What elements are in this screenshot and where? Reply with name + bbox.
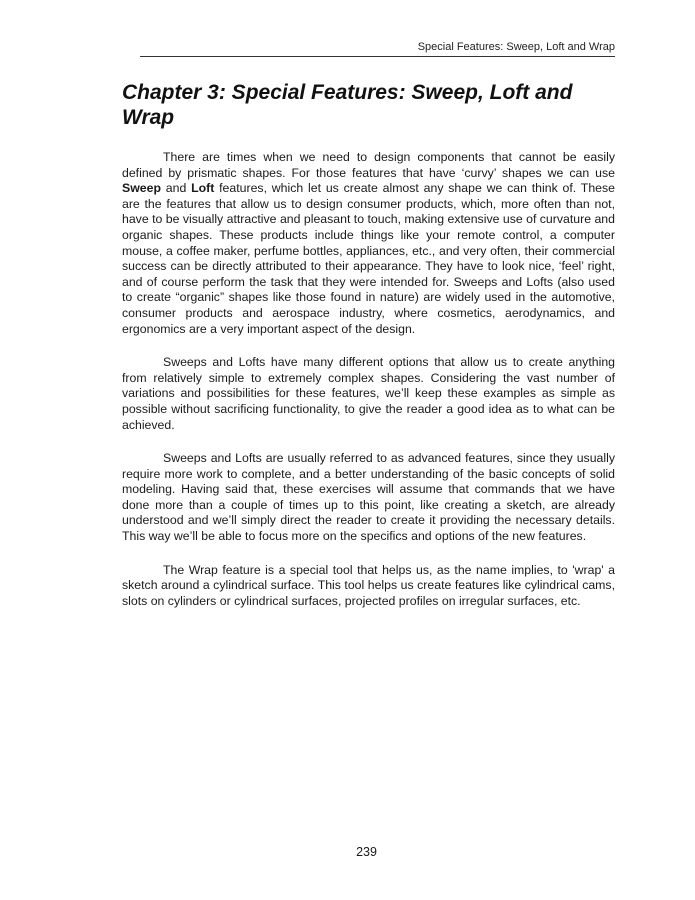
body-text [122, 150, 615, 627]
page-number: 239 [356, 845, 377, 859]
paragraph-2: Sweeps and Lofts have many different options that allow us to create anything from relatively simple to extremely complex shapes. Considering the vast number of variations and possibilities for these features, we’ll keep these examples as simple as possible without sacrificing functionality, to give the reader a good idea as to what can be achieved. [122, 355, 615, 432]
sweep-term: Sweep [122, 181, 161, 196]
paragraph-4: The Wrap feature is a special tool that helps us, as the name implies, to 'wrap' a sketch around a cylindrical surface. This tool helps us create features like cylindrical cams, slots on cylinders or cylindrical surfaces, projected profiles on irregular surfaces, etc. [122, 562, 615, 608]
loft-term: Loft [191, 181, 215, 196]
paragraph-1-part-1: There are times when we need to design components that cannot be easily defined by prismatic shapes. For those features that have ‘curvy’ shapes we can use [122, 150, 615, 180]
running-header: Special Features: Sweep, Loft and Wrap [417, 41, 615, 53]
paragraph-1-part-3: features, which let us create almost any shape we can think of. These are the features that allow us to design consumer products, which, more often than not, have to be visually attractive and pleasant to touch, making extensive use of curvature and organic shapes. These products include things like your remote control, a computer mouse, a coffee maker, perfume bottles, appliances, etc., and very often, their commercial success can be directly attributed to their appearance. They have to look nice, ‘feel’ right, and of course perform the task that they were intended for. Sweeps and Lofts (also used to create “organic” shapes like those found in nature) are widely used in the automotive, consumer products and aerospace industry, where cosmetics, aerodynamics, and ergonomics are a very important aspect of the design. [122, 181, 615, 336]
chapter-title: Chapter 3: Special Features: Sweep, Loft and Wrap [122, 81, 573, 129]
paragraph-1-part-2: and [160, 181, 192, 196]
paragraph-1 [122, 150, 615, 337]
paragraph-3: Sweeps and Lofts are usually referred to as advanced features, since they usually require more work to complete, and a better understanding of the basic concepts of solid modeling. Having said that, these exercises will assume that commands that we have done more than a couple of times up to this point, like creating a sketch, are already understood and we’ll simply direct the reader to create it providing the necessary details. This way we’ll be able to focus more on the specifics and options of the new features. [122, 451, 615, 544]
header-divider [140, 56, 615, 57]
